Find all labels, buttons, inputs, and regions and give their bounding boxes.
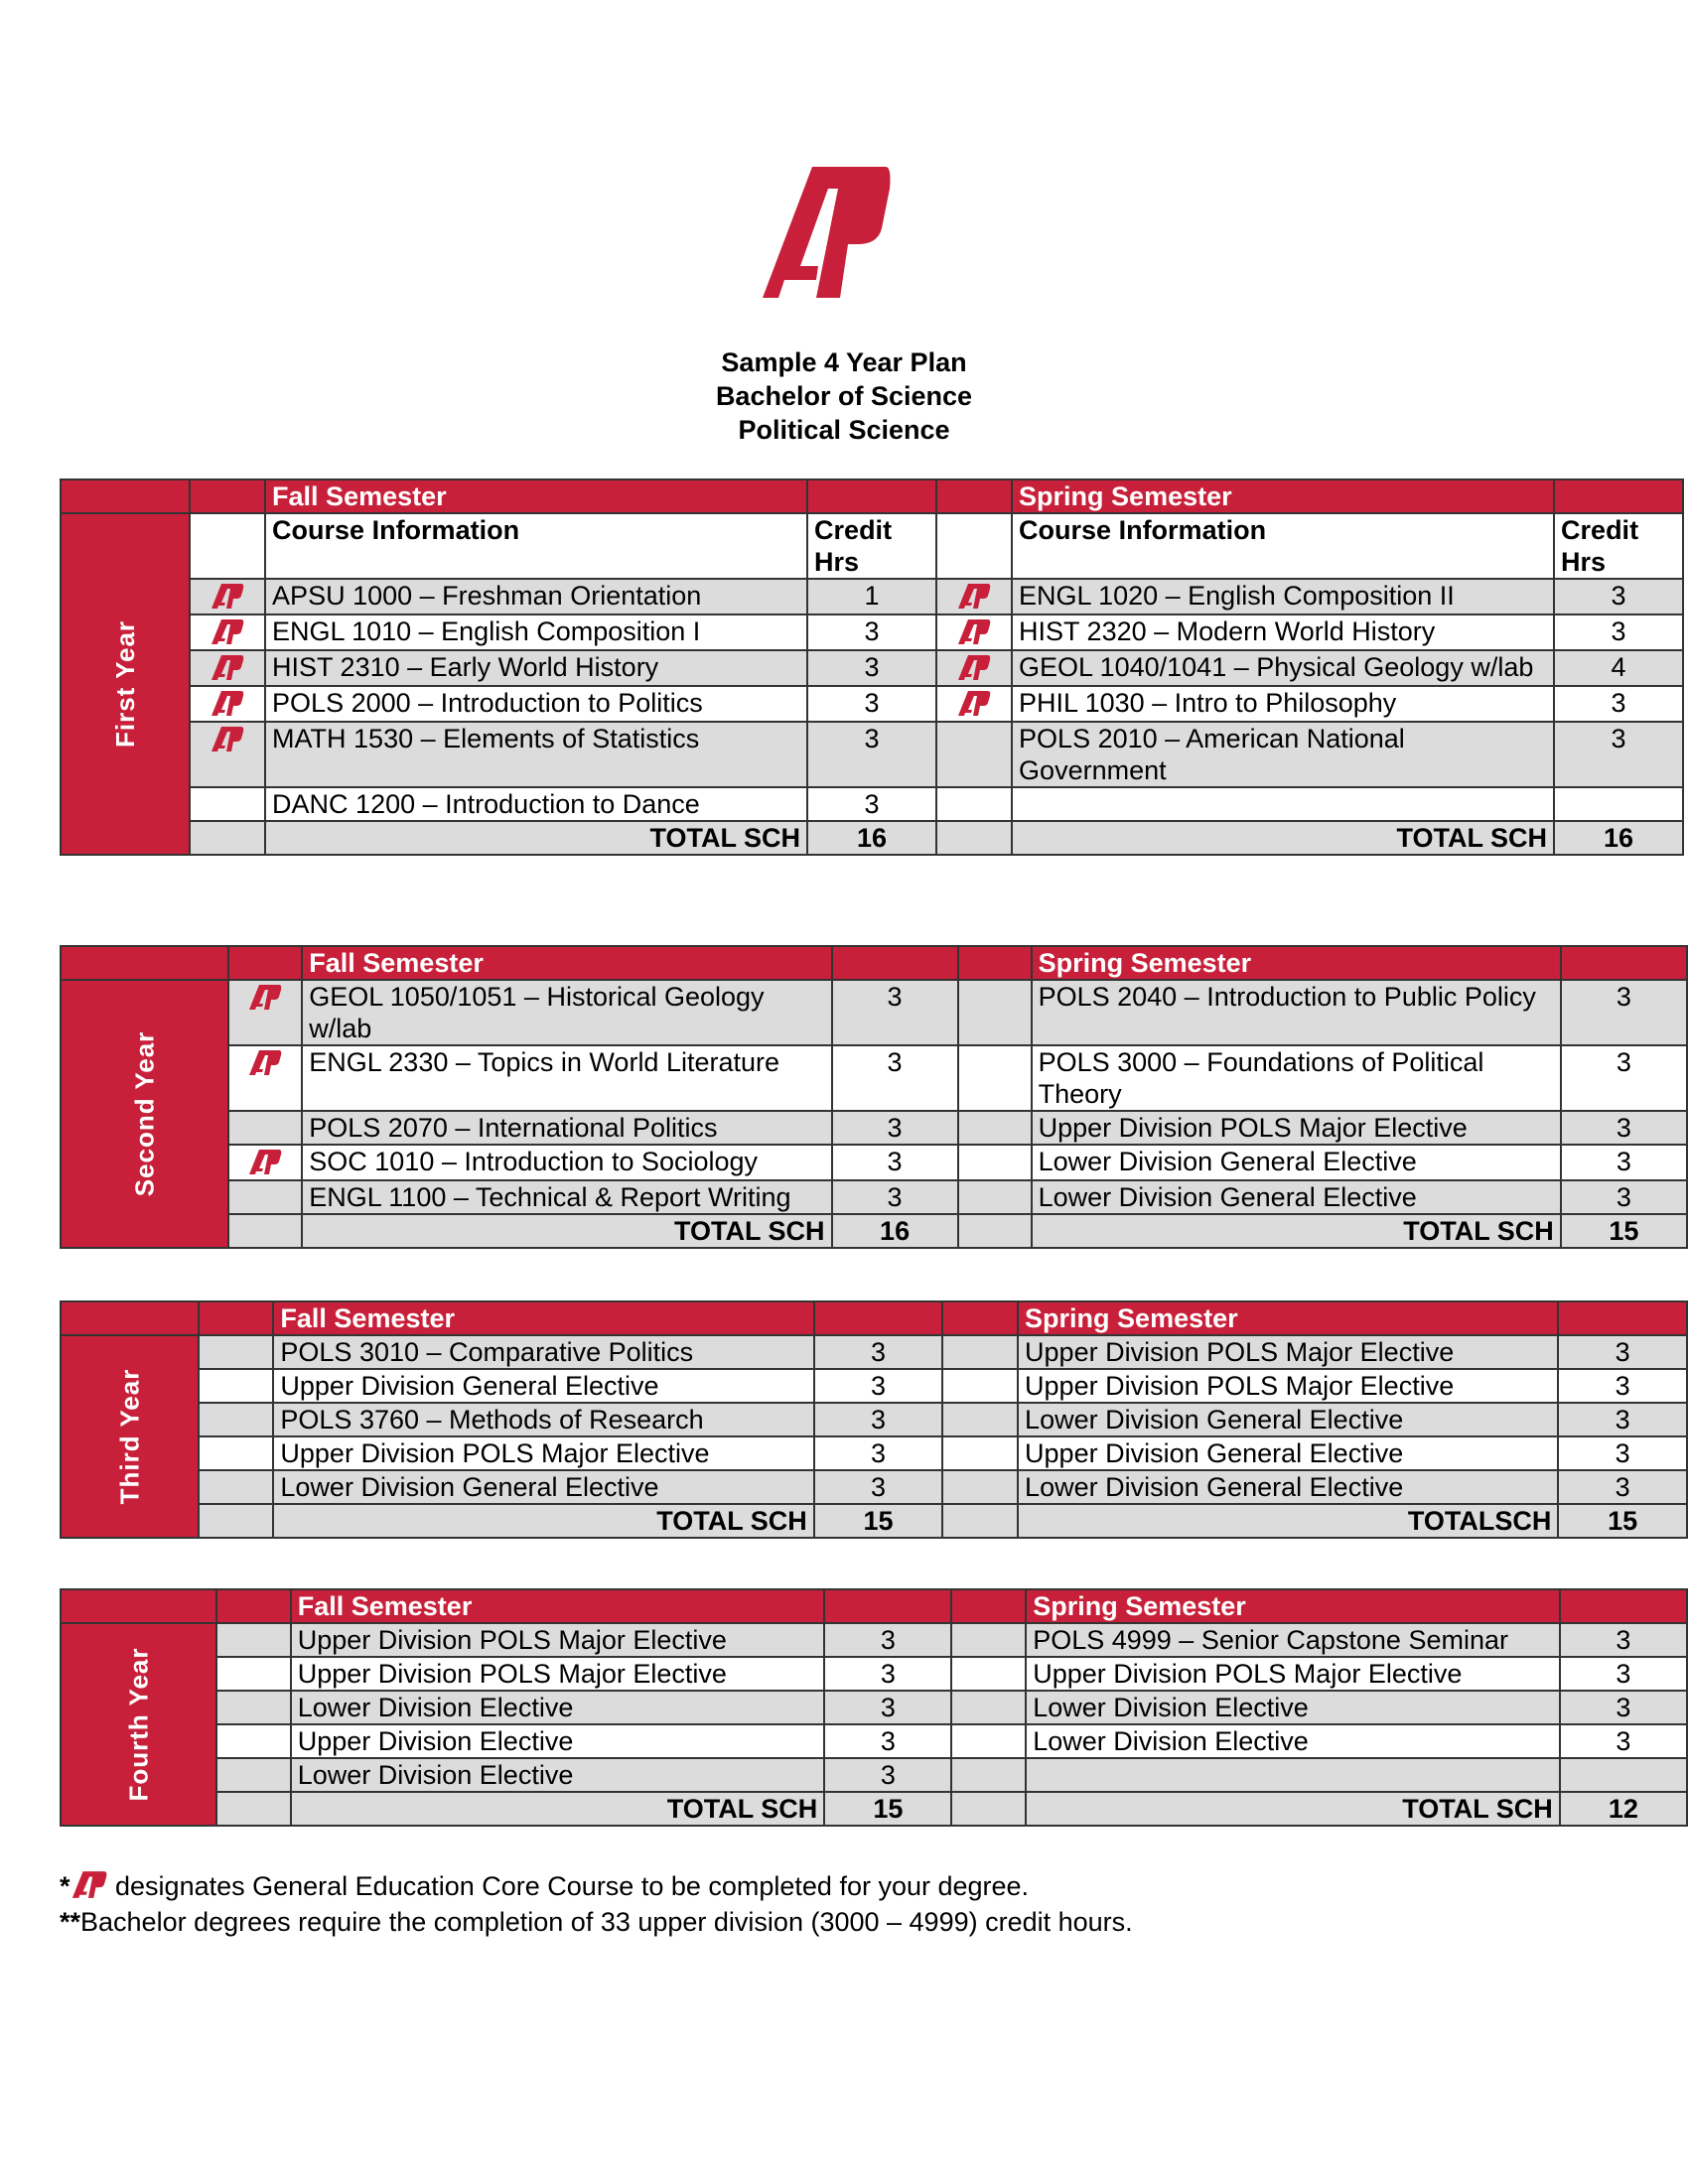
fall-total-label: TOTAL SCH bbox=[302, 1214, 831, 1248]
spring-course: POLS 4999 – Senior Capstone Seminar bbox=[1026, 1623, 1560, 1657]
core-indicator bbox=[199, 1335, 274, 1369]
fall-total: 15 bbox=[824, 1792, 951, 1826]
core-indicator bbox=[216, 1691, 291, 1724]
spring-credit: 3 bbox=[1561, 1111, 1687, 1145]
core-indicator bbox=[958, 980, 1032, 1045]
spring-credit: 4 bbox=[1554, 650, 1683, 686]
core-indicator bbox=[199, 1470, 274, 1504]
fall-credit: 3 bbox=[832, 1111, 958, 1145]
footnote-star: * bbox=[60, 1871, 70, 1901]
ap-core-icon bbox=[248, 983, 282, 1011]
core-indicator bbox=[216, 1758, 291, 1792]
spring-course: Lower Division Elective bbox=[1026, 1691, 1560, 1724]
spring-total: 12 bbox=[1560, 1792, 1687, 1826]
fall-course: POLS 2070 – International Politics bbox=[302, 1111, 831, 1145]
spring-course: PHIL 1030 – Intro to Philosophy bbox=[1012, 686, 1554, 722]
core-indicator bbox=[936, 650, 1012, 686]
core-indicator bbox=[216, 1724, 291, 1758]
fall-course: GEOL 1050/1051 – Historical Geology w/lab bbox=[302, 980, 831, 1045]
total-blank bbox=[958, 1214, 1032, 1248]
spring-credit: 3 bbox=[1558, 1369, 1687, 1403]
fall-credit: 3 bbox=[807, 650, 936, 686]
core-indicator bbox=[199, 1403, 274, 1436]
fall-course: Upper Division POLS Major Elective bbox=[273, 1436, 813, 1470]
fall-semester-header: Fall Semester bbox=[302, 946, 831, 980]
core-indicator bbox=[190, 722, 265, 787]
core-indicator bbox=[936, 579, 1012, 614]
core-indicator bbox=[958, 1045, 1032, 1111]
year-table bbox=[60, 1300, 1688, 1539]
core-indicator bbox=[951, 1724, 1026, 1758]
footnote-upper-division-text: Bachelor degrees require the completion of 33 upper division (3000 – 4999) credit hours. bbox=[80, 1907, 1133, 1937]
core-indicator bbox=[958, 1145, 1032, 1180]
core-indicator bbox=[936, 614, 1012, 650]
year-label: Third Year bbox=[61, 1335, 199, 1538]
spring-credit: 3 bbox=[1558, 1436, 1687, 1470]
spring-credit: 3 bbox=[1560, 1657, 1687, 1691]
ap-logo-icon bbox=[755, 149, 894, 308]
fall-credit: 3 bbox=[807, 614, 936, 650]
fall-total-label: TOTAL SCH bbox=[265, 821, 807, 855]
plan-title: Sample 4 Year Plan bbox=[721, 347, 967, 377]
spring-total-label: TOTAL SCH bbox=[1012, 821, 1554, 855]
fall-semester-header: Fall Semester bbox=[291, 1589, 825, 1623]
core-indicator bbox=[228, 1180, 303, 1214]
ap-core-icon bbox=[211, 653, 244, 681]
header-corner bbox=[61, 1589, 216, 1623]
fall-credit: 3 bbox=[832, 1180, 958, 1214]
spring-course: POLS 3000 – Foundations of Political Theory bbox=[1032, 1045, 1561, 1111]
header-corner bbox=[61, 1301, 199, 1335]
core-indicator bbox=[228, 1111, 303, 1145]
year-label: Fourth Year bbox=[61, 1623, 216, 1826]
ap-core-icon bbox=[248, 1148, 282, 1175]
ap-core-icon bbox=[957, 582, 991, 610]
core-indicator bbox=[951, 1623, 1026, 1657]
fall-credit: 3 bbox=[824, 1623, 951, 1657]
core-indicator bbox=[190, 579, 265, 614]
core-indicator bbox=[958, 1111, 1032, 1145]
blank-cell bbox=[190, 513, 265, 579]
fall-total-label: TOTAL SCH bbox=[291, 1792, 825, 1826]
spring-course: Upper Division General Elective bbox=[1018, 1436, 1558, 1470]
major-title: Political Science bbox=[738, 415, 950, 445]
header-corner bbox=[61, 479, 190, 513]
fall-credit: 3 bbox=[807, 722, 936, 787]
fall-course: Upper Division Elective bbox=[291, 1724, 825, 1758]
ap-core-icon bbox=[211, 689, 244, 717]
fall-credit: 3 bbox=[824, 1691, 951, 1724]
core-indicator bbox=[936, 722, 1012, 787]
fall-course: APSU 1000 – Freshman Orientation bbox=[265, 579, 807, 614]
fall-credit: 3 bbox=[814, 1335, 943, 1369]
spring-total: 15 bbox=[1558, 1504, 1687, 1538]
spring-course: Upper Division POLS Major Elective bbox=[1018, 1335, 1558, 1369]
ap-core-icon bbox=[957, 617, 991, 645]
fall-course: ENGL 1100 – Technical & Report Writing bbox=[302, 1180, 831, 1214]
spring-course: Lower Division General Elective bbox=[1032, 1180, 1561, 1214]
header-credit-col bbox=[832, 946, 958, 980]
course-info-header: Course Information bbox=[265, 513, 807, 579]
spring-credit: 3 bbox=[1558, 1403, 1687, 1436]
spring-credit: 3 bbox=[1554, 722, 1683, 787]
core-indicator bbox=[216, 1623, 291, 1657]
fall-credit: 3 bbox=[807, 787, 936, 821]
header-icon-col bbox=[958, 946, 1032, 980]
ap-core-icon bbox=[211, 617, 244, 645]
footnote-upper-division bbox=[60, 1904, 1133, 1940]
core-indicator bbox=[942, 1436, 1018, 1470]
total-blank bbox=[936, 821, 1012, 855]
spring-credit: 3 bbox=[1554, 686, 1683, 722]
core-indicator bbox=[190, 787, 265, 821]
header-icon-col bbox=[199, 1301, 274, 1335]
spring-credit: 3 bbox=[1561, 980, 1687, 1045]
spring-course: HIST 2320 – Modern World History bbox=[1012, 614, 1554, 650]
fall-total: 16 bbox=[807, 821, 936, 855]
fall-credit: 3 bbox=[814, 1470, 943, 1504]
course-info-header: Course Information bbox=[1012, 513, 1554, 579]
total-blank bbox=[942, 1504, 1018, 1538]
fall-course: POLS 3010 – Comparative Politics bbox=[273, 1335, 813, 1369]
core-indicator bbox=[228, 1145, 303, 1180]
fall-credit: 3 bbox=[814, 1369, 943, 1403]
spring-credit: 3 bbox=[1561, 1145, 1687, 1180]
core-indicator bbox=[951, 1657, 1026, 1691]
spring-course: Lower Division General Elective bbox=[1018, 1403, 1558, 1436]
spring-total-label: TOTAL SCH bbox=[1026, 1792, 1560, 1826]
header-credit-col bbox=[807, 479, 936, 513]
header-icon-col bbox=[216, 1589, 291, 1623]
spring-credit: 3 bbox=[1561, 1180, 1687, 1214]
footnotes bbox=[60, 1868, 1133, 1940]
spring-course: Lower Division General Elective bbox=[1018, 1470, 1558, 1504]
header-credit-col bbox=[814, 1301, 943, 1335]
year-table bbox=[60, 1588, 1688, 1827]
core-indicator bbox=[942, 1470, 1018, 1504]
spring-credit: 3 bbox=[1554, 579, 1683, 614]
fall-credit: 3 bbox=[824, 1758, 951, 1792]
total-blank bbox=[190, 821, 265, 855]
fall-credit: 3 bbox=[814, 1436, 943, 1470]
blank-cell bbox=[936, 513, 1012, 579]
core-indicator bbox=[190, 614, 265, 650]
spring-course bbox=[1026, 1758, 1560, 1792]
spring-course: Upper Division POLS Major Elective bbox=[1026, 1657, 1560, 1691]
spring-course: POLS 2040 – Introduction to Public Policy bbox=[1032, 980, 1561, 1045]
spring-credit: 3 bbox=[1560, 1724, 1687, 1758]
fall-course: POLS 2000 – Introduction to Politics bbox=[265, 686, 807, 722]
credit-hrs-header: Credit Hrs bbox=[1554, 513, 1683, 579]
spring-credit: 3 bbox=[1558, 1470, 1687, 1504]
spring-credit: 3 bbox=[1560, 1623, 1687, 1657]
spring-course: Lower Division Elective bbox=[1026, 1724, 1560, 1758]
spring-semester-header: Spring Semester bbox=[1026, 1589, 1560, 1623]
header-icon-col bbox=[190, 479, 265, 513]
core-indicator bbox=[951, 1758, 1026, 1792]
spring-semester-header: Spring Semester bbox=[1012, 479, 1554, 513]
spring-semester-header: Spring Semester bbox=[1018, 1301, 1558, 1335]
fall-course: HIST 2310 – Early World History bbox=[265, 650, 807, 686]
spring-course: GEOL 1040/1041 – Physical Geology w/lab bbox=[1012, 650, 1554, 686]
fall-total: 15 bbox=[814, 1504, 943, 1538]
header-credit-col bbox=[1561, 946, 1687, 980]
fall-course: ENGL 2330 – Topics in World Literature bbox=[302, 1045, 831, 1111]
fall-course: SOC 1010 – Introduction to Sociology bbox=[302, 1145, 831, 1180]
credit-hrs-header: Credit Hrs bbox=[807, 513, 936, 579]
fall-course: POLS 3760 – Methods of Research bbox=[273, 1403, 813, 1436]
total-blank bbox=[216, 1792, 291, 1826]
total-blank bbox=[951, 1792, 1026, 1826]
fall-course: Lower Division General Elective bbox=[273, 1470, 813, 1504]
spring-course: Upper Division POLS Major Elective bbox=[1032, 1111, 1561, 1145]
header-icon-col bbox=[228, 946, 303, 980]
core-indicator bbox=[228, 1045, 303, 1111]
core-indicator bbox=[936, 686, 1012, 722]
header-icon-col bbox=[951, 1589, 1026, 1623]
ap-core-icon bbox=[70, 1869, 108, 1899]
footnote-core-text: designates General Education Core Course to be completed for your degree. bbox=[107, 1871, 1030, 1901]
spring-course: ENGL 1020 – English Composition II bbox=[1012, 579, 1554, 614]
fall-semester-header: Fall Semester bbox=[273, 1301, 813, 1335]
total-blank bbox=[199, 1504, 274, 1538]
core-indicator bbox=[942, 1403, 1018, 1436]
spring-credit: 3 bbox=[1554, 614, 1683, 650]
core-indicator bbox=[958, 1180, 1032, 1214]
fall-total: 16 bbox=[832, 1214, 958, 1248]
core-indicator bbox=[190, 686, 265, 722]
fall-credit: 3 bbox=[832, 1145, 958, 1180]
ap-core-icon bbox=[957, 653, 991, 681]
fall-course: Lower Division Elective bbox=[291, 1758, 825, 1792]
fall-course: Lower Division Elective bbox=[291, 1691, 825, 1724]
spring-course: POLS 2010 – American National Government bbox=[1012, 722, 1554, 787]
header-credit-col bbox=[1554, 479, 1683, 513]
fall-semester-header: Fall Semester bbox=[265, 479, 807, 513]
spring-credit: 3 bbox=[1560, 1691, 1687, 1724]
spring-total-label: TOTAL SCH bbox=[1032, 1214, 1561, 1248]
spring-course bbox=[1012, 787, 1554, 821]
fall-total-label: TOTAL SCH bbox=[273, 1504, 813, 1538]
ap-core-icon bbox=[957, 689, 991, 717]
core-indicator bbox=[199, 1436, 274, 1470]
spring-credit: 3 bbox=[1558, 1335, 1687, 1369]
fall-course: Upper Division POLS Major Elective bbox=[291, 1657, 825, 1691]
fall-course: ENGL 1010 – English Composition I bbox=[265, 614, 807, 650]
core-indicator bbox=[951, 1691, 1026, 1724]
spring-semester-header: Spring Semester bbox=[1032, 946, 1561, 980]
fall-credit: 3 bbox=[814, 1403, 943, 1436]
header-credit-col bbox=[1558, 1301, 1687, 1335]
fall-course: Upper Division POLS Major Elective bbox=[291, 1623, 825, 1657]
spring-credit bbox=[1560, 1758, 1687, 1792]
page-titles bbox=[0, 345, 1688, 447]
year-table bbox=[60, 478, 1684, 856]
core-indicator bbox=[228, 980, 303, 1045]
footnote-core bbox=[60, 1868, 1133, 1904]
fall-credit: 3 bbox=[824, 1657, 951, 1691]
footnote-double-star: ** bbox=[60, 1907, 81, 1937]
ap-core-icon bbox=[211, 725, 244, 752]
total-blank bbox=[228, 1214, 303, 1248]
ap-core-icon bbox=[211, 582, 244, 610]
fall-credit: 1 bbox=[807, 579, 936, 614]
spring-course: Lower Division General Elective bbox=[1032, 1145, 1561, 1180]
header-icon-col bbox=[936, 479, 1012, 513]
core-indicator bbox=[216, 1657, 291, 1691]
spring-total: 16 bbox=[1554, 821, 1683, 855]
ap-core-icon bbox=[248, 1048, 282, 1076]
core-indicator bbox=[942, 1335, 1018, 1369]
spring-credit bbox=[1554, 787, 1683, 821]
core-indicator bbox=[190, 650, 265, 686]
header-credit-col bbox=[1560, 1589, 1687, 1623]
core-indicator bbox=[942, 1369, 1018, 1403]
degree-title: Bachelor of Science bbox=[715, 381, 973, 411]
core-indicator bbox=[199, 1369, 274, 1403]
spring-total-label: TOTALSCH bbox=[1018, 1504, 1558, 1538]
fall-credit: 3 bbox=[807, 686, 936, 722]
year-label: First Year bbox=[61, 513, 190, 855]
fall-credit: 3 bbox=[832, 1045, 958, 1111]
header-corner bbox=[61, 946, 228, 980]
fall-course: Upper Division General Elective bbox=[273, 1369, 813, 1403]
fall-course: MATH 1530 – Elements of Statistics bbox=[265, 722, 807, 787]
core-indicator bbox=[936, 787, 1012, 821]
year-table bbox=[60, 945, 1688, 1249]
fall-credit: 3 bbox=[824, 1724, 951, 1758]
spring-course: Upper Division POLS Major Elective bbox=[1018, 1369, 1558, 1403]
spring-credit: 3 bbox=[1561, 1045, 1687, 1111]
spring-total: 15 bbox=[1561, 1214, 1687, 1248]
header-credit-col bbox=[824, 1589, 951, 1623]
fall-course: DANC 1200 – Introduction to Dance bbox=[265, 787, 807, 821]
year-label: Second Year bbox=[61, 980, 228, 1248]
header-icon-col bbox=[942, 1301, 1018, 1335]
fall-credit: 3 bbox=[832, 980, 958, 1045]
